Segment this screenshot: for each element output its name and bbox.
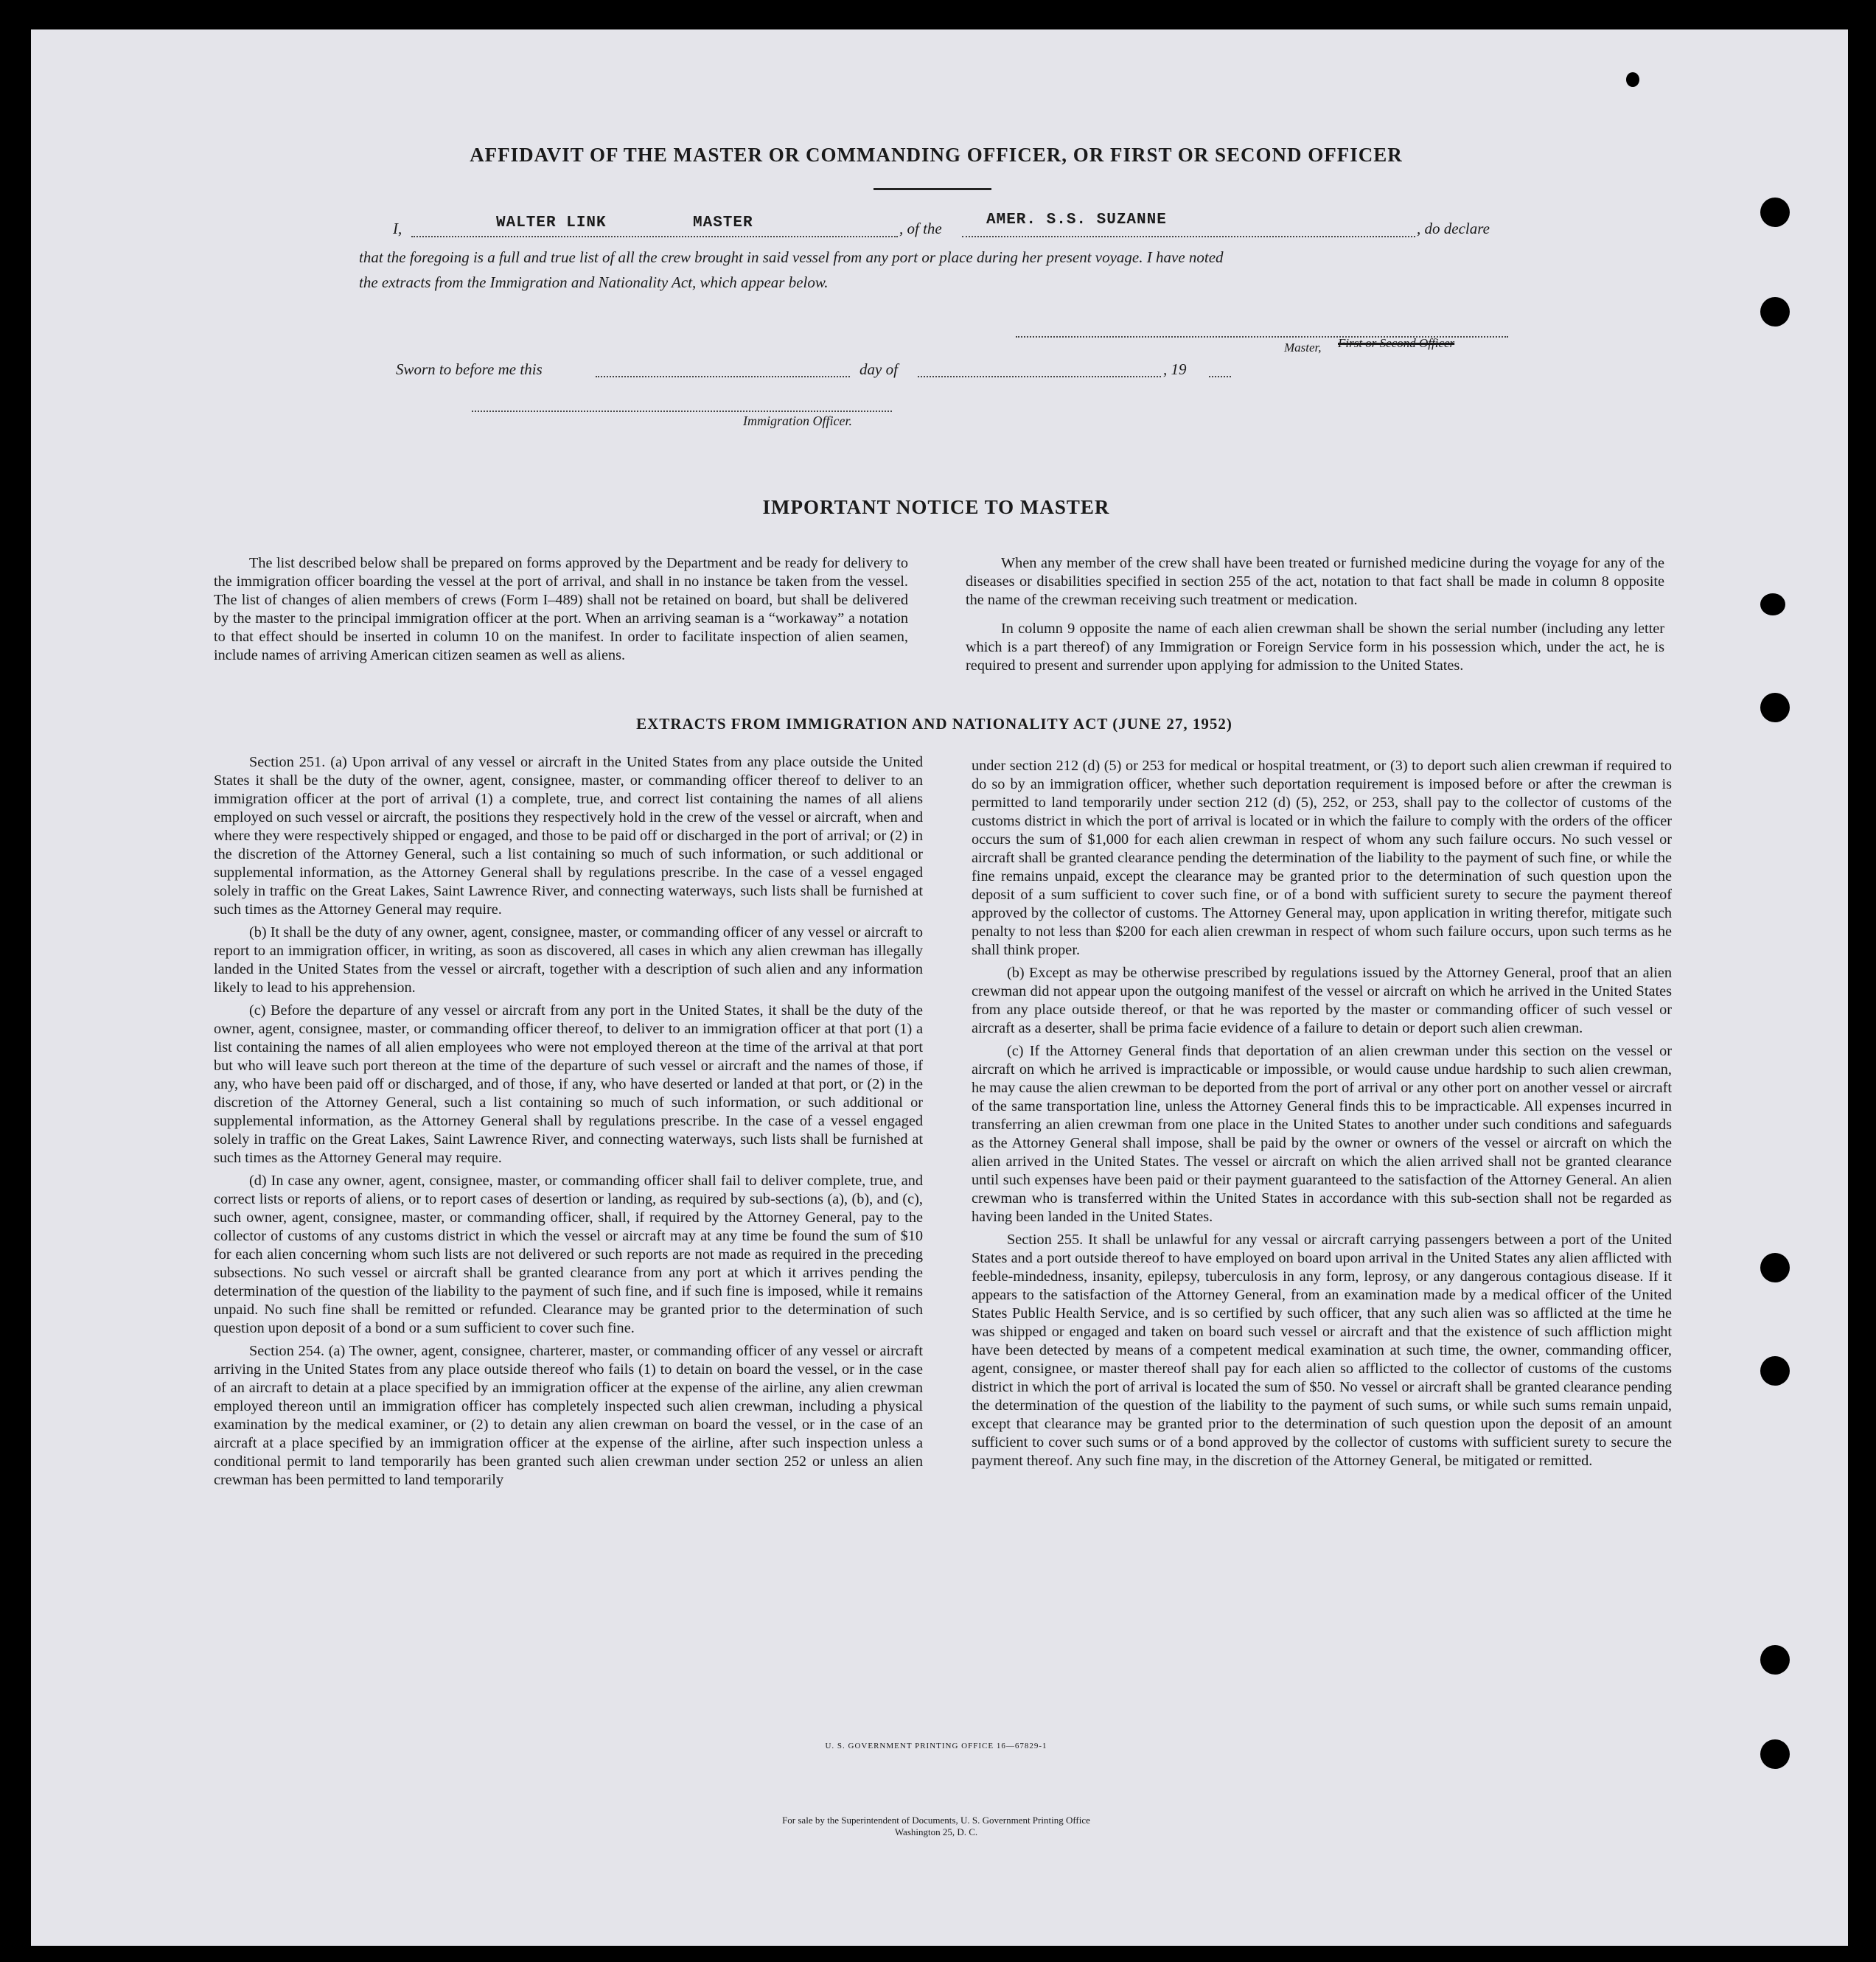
of-the-label: , of the — [899, 220, 942, 237]
immigration-officer-label: Immigration Officer. — [743, 413, 852, 428]
notice-paragraph: In column 9 opposite the name of each alien crewman shall be shown the serial number (including any letter which is a part thereof) of any Immigration or Foreign Service form in his possession which, under the act, he is required to present and surrender upon applying for admission to the United States. — [966, 621, 1664, 674]
extracts-right-column — [972, 757, 1672, 1475]
binder-hole — [1760, 297, 1790, 327]
extracts-title: EXTRACTS FROM IMMIGRATION AND NATIONALITY ACT (JUNE 27, 1952) — [636, 715, 1232, 733]
sworn-label: Sworn to before me this — [396, 360, 543, 378]
master-name-value: WALTER LINK — [496, 214, 607, 231]
binder-hole — [1760, 1253, 1790, 1282]
binder-hole — [1760, 1356, 1790, 1386]
master-rank-value: MASTER — [693, 214, 753, 231]
declaration-line-2: that the foregoing is a full and true list of all the crew brought in said vessel from any port or place during her present voyage. I have noted — [359, 248, 1224, 266]
name-line — [411, 236, 898, 237]
extract-paragraph: Section 255. It shall be unlawful for any vessal or aircraft carrying passengers between a port of the United States and a port outside thereof to have employed on board upon arrival in the United States any alien afflicted with feeble-mindedness, insanity, epilepsy, tuberculosis in any form, leprosy, or any dangerous contagious disease. If it appears to the satisfaction of the Attorney General, from an examination made by a medical officer of the United States Public Health Service, and is so certified by such officer, that any such alien was so afflicted at the time he was shipped or engaged and taken on board such vessel or aircraft and that the existence of such affliction might have been detected by means of a competent medical examination at such time, the owner, commanding officer, agent, consignee, or master thereof shall pay for each alien so afflicted to the collector of customs of the customs district in which the port of arrival is located the sum of $50. No vessel or aircraft shall be granted clearance pending the determination of the question of the liability to the payment of such sums, or while such sums remain unpaid, except that clearance may be granted prior to the determination of such question upon the deposit of an amount sufficient to cover such sums or of a bond approved by the collector of customs with sufficient surety to secure the payment thereof. Any such fine may, in the discretion of the Attorney General, be mitigated or remitted. — [972, 1232, 1672, 1469]
gpo-imprint: U. S. GOVERNMENT PRINTING OFFICE 16—67829-1 — [825, 1742, 1047, 1750]
binder-hole — [1760, 593, 1785, 615]
notice-left-column — [214, 554, 908, 675]
sworn-day-line — [596, 376, 850, 377]
extract-paragraph: (d) In case any owner, agent, consignee, master, or commanding officer shall fail to deliver complete, true, and correct lists or reports of aliens, or to report cases of desertion or landing, as required by sub-sections (a), (b), and (c), such owner, agent, consignee, master, or commanding officer, shall, if required by the Attorney General, pay to the collector of customs of any customs district in which the vessel or aircraft may at any time be found the sum of $10 for each alien concerning whom such lists are not delivered or such reports are not made as required in the preceding subsections. No such vessel or aircraft shall be granted clearance from any port at which it arrives pending the determination of the question of the liability to the payment of such fine, and if such fine is imposed, while it remains unpaid. No such fine shall be remitted or refunded. Clearance may be granted prior to the determination of such question upon deposit of a bond or a sum sufficient to cover such fine. — [214, 1173, 923, 1336]
declaration-line-3: the extracts from the Immigration and Nationality Act, which appear below. — [359, 273, 829, 291]
binder-hole — [1760, 1645, 1790, 1675]
sworn-month-line — [918, 376, 1161, 377]
extract-paragraph: Section 251. (a) Upon arrival of any vessel or aircraft in the United States from any place outside the United States it shall be the duty of the owner, agent, consignee, master, or commanding officer thereof to deliver to an immigration officer at the port of arrival (1) a complete, true, and correct list containing the names of all aliens employed on such vessel or aircraft, the positions they respectively hold in the crew of the vessel or aircraft, when and where they were respectively shipped or engaged, and those to be paid off or discharged in the port of arrival; or (2) in the discretion of the Attorney General, such a list containing so much of such information, or such additional or supplemental information, as the Attorney General shall by regulations prescribe. In the case of a vessel engaged solely in traffic on the Great Lakes, Saint Lawrence River, and connecting waterways, such lists shall be furnished at such times as the Attorney General may require. — [214, 754, 923, 918]
extract-paragraph: Section 254. (a) The owner, agent, consignee, charterer, master, or commanding officer of any vessel or aircraft arriving in the United States from any place outside thereof who fails (1) to detain on board the vessel, or in the case of an aircraft to detain at a place specified by an immigration officer at the expense of the airline, any alien crewman employed thereon until an immigration officer has completely inspected such alien crewman, including a physical examination by the medical examiner, or (2) to detain any alien crewman on board the vessel, or in the case of an aircraft at a place specified by an immigration officer at the expense of the airline, after such inspection unless a conditional permit to land temporarily has been granted such alien crewman under section 252 or unless an alien crewman has been permitted to land temporarily — [214, 1343, 923, 1488]
extract-paragraph: (b) Except as may be otherwise prescribed by regulations issued by the Attorney General, proof that an alien crewman did not appear upon the outgoing manifest of the vessel or aircraft on which he arrived in the United States from any place outside thereof, or that he was reported by the master or commanding officer of such vessel or aircraft as a deserter, shall be prima facie evidence of a failure to detain or deport such alien crewman. — [972, 965, 1672, 1036]
extract-paragraph: (c) If the Attorney General finds that deportation of an alien crewman under this section on the vessel or aircraft on which he arrived is impracticable or impossible, or would cause undue hardship to such alien crewman, he may cause the alien crewman to be deported from the port of arrival or any other port on another vessel or aircraft of the same transportation line, unless the Attorney General finds this to be impracticable. All expenses incurred in transferring an alien crewman from one place in the United States to another under such conditions and safeguards as the Attorney General shall impose, shall be paid by the owner or owners of the vessel or aircraft on which the alien arrived in the United States. The vessel or aircraft on which the alien arrived shall not be granted clearance until such expenses have been paid or their payment guaranteed to the satisfaction of the Attorney General. An alien crewman who is transferred within the United States in accordance with this sub-section shall not be regarded as having been landed in the United States. — [972, 1043, 1672, 1225]
vessel-name-value: AMER. S.S. SUZANNE — [986, 212, 1167, 228]
notice-title: IMPORTANT NOTICE TO MASTER — [762, 496, 1110, 518]
sale-line-2: Washington 25, D. C. — [894, 1826, 978, 1837]
do-declare-label: , do declare — [1417, 220, 1490, 237]
year-label: , 19 — [1163, 360, 1187, 378]
master-label: Master, — [1284, 341, 1322, 355]
notice-paragraph: The list described below shall be prepared on forms approved by the Department and be ready for delivery to the immigration officer boarding the vessel at the port of arrival, and shall in no instance be taken from the vessel. The list of changes of alien members of crews (Form I–489) shall not be retained on board, but shall be delivered by the master to the principal immigration officer at the port. When an arriving seaman is a “workaway” a notation to that effect should be inserted in column 10 on the manifest. In order to facilitate inspection of alien seamen, include names of arriving American citizen seamen as well as aliens. — [214, 555, 908, 663]
extract-paragraph: (c) Before the departure of any vessel or aircraft from any port in the United States, it shall be the duty of the owner, agent, consignee, master, or commanding officer thereof, to deliver to an immigration officer at that port (1) a list containing the names of all alien employees who were not employed thereon at the time of the arrival at that port but who will leave such port thereon at the time of the departure of such vessel or aircraft and the names of those, if any, who have been paid off or discharged, and of those, if any, who have deserted or landed at that port, or (2) in the discretion of the Attorney General, such a list containing so much of such information, or such additional or supplemental information, as the Attorney General shall by regulations prescribe. In the case of a vessel engaged solely in traffic on the Great Lakes, Saint Lawrence River, and connecting waterways, such lists shall be furnished at such times as the Attorney General may require. — [214, 1002, 923, 1166]
binder-hole — [1760, 198, 1790, 227]
i-label: I, — [393, 220, 402, 237]
notice-paragraph: When any member of the crew shall have been treated or furnished medicine during the voyage for any of the diseases or disabilities specified in section 255 of the act, notation to that fact shall be made in column 8 opposite the name of the crewman receiving such treatment or medication. — [966, 555, 1664, 608]
extract-paragraph: under section 212 (d) (5) or 253 for medical or hospital treatment, or (3) to deport such alien crewman if required to do so by an immigration officer, whether such deportation requirement is imposed before or after the crewman is permitted to land temporarily under section 212 (d) (5), 252, or 253, shall pay to the collector of customs of the customs district in which the port of arrival is located or in which the failure to comply with the orders of the officer occurs the sum of $1,000 for each alien crewman in respect of whom any such failure occurs. No such vessel or aircraft shall be granted clearance pending the determination of the liability to the payment of such fine, or while the fine remains unpaid, except the clearance may be granted prior to the determination of such question upon the deposit of a sum sufficient to cover such fine, or of a bond with sufficient surety to secure the payment thereof approved by the collector of customs. The Attorney General may, upon application in writing therefor, mitigate such penalty to not less than $200 for each alien crewman in respect of whom such failure occurs, upon such terms as he shall think proper. — [972, 758, 1672, 958]
affidavit-title: AFFIDAVIT OF THE MASTER OR COMMANDING OFFICER, OR FIRST OR SECOND OFFICER — [470, 144, 1403, 166]
officer-struck-label: First or Second Officer — [1338, 336, 1455, 350]
title-rule — [874, 188, 991, 190]
immigration-officer-line — [472, 411, 892, 412]
sworn-year-line — [1209, 376, 1231, 377]
day-of-label: day of — [859, 360, 898, 378]
notice-right-column — [966, 554, 1664, 685]
corner-mark — [1626, 72, 1639, 87]
vessel-line — [962, 236, 1415, 237]
sale-line-1: For sale by the Superintendent of Documents, U. S. Government Printing Office — [782, 1815, 1090, 1826]
extract-paragraph: (b) It shall be the duty of any owner, agent, consignee, master, or commanding officer of any vessel or aircraft to report to an immigration officer, in writing, as soon as discovered, all cases in which any alien crewman has illegally landed in the United States from the vessel or aircraft, together with a description of such alien and any information likely to lead to his apprehension. — [214, 924, 923, 996]
extracts-left-column — [214, 753, 923, 1494]
